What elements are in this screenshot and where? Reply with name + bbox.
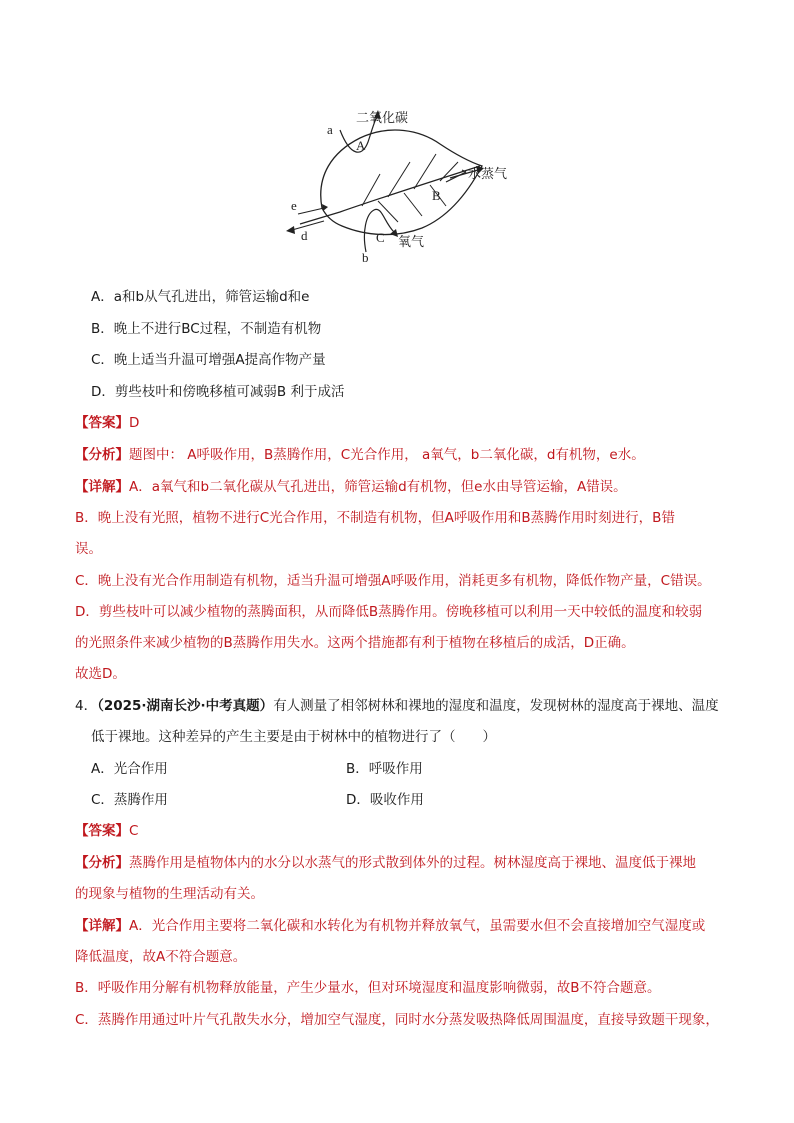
answer-tag: 【答案】 xyxy=(75,823,129,839)
label-b: b xyxy=(362,250,369,265)
leaf-diagram xyxy=(270,96,530,266)
q3-detail-line: 的光照条件来减少植物的B蒸腾作用失水。这两个措施都有利于植物在移植后的成活，D正确。 xyxy=(75,635,635,651)
q3-detail-line: B．晚上没有光照，植物不进行C光合作用，不制造有机物，但A呼吸作用和B蒸腾作用时刻进行，B错 xyxy=(75,510,675,526)
leaf-midrib xyxy=(300,166,480,224)
arrowhead-d xyxy=(286,226,295,234)
analysis-text: 蒸腾作用是植物体内的水分以水蒸气的形式散到体外的过程。树林湿度高于裸地、温度低于裸地 xyxy=(129,855,696,871)
q3-option-b: B．晚上不进行BC过程，不制造有机物 xyxy=(91,321,322,337)
detail-tag: 【详解】 xyxy=(75,479,129,495)
q4-stem-text: 有人测量了相邻树林和裸地的湿度和温度，发现树林的湿度高于裸地、温度 xyxy=(273,698,719,714)
q4-detail-line: C．蒸腾作用通过叶片气孔散失水分，增加空气湿度，同时水分蒸发吸热降低周围温度，直接导致题干现象， xyxy=(75,1012,719,1028)
q4-analysis xyxy=(75,854,696,872)
arrow-d-line xyxy=(292,221,324,230)
q3-analysis xyxy=(75,446,645,464)
label-C: C xyxy=(376,230,385,245)
analysis-text: 题图中： A呼吸作用，B蒸腾作用，C光合作用， a氧气，b二氧化碳，d有机物，e水。 xyxy=(129,447,645,463)
leaf-vein xyxy=(440,162,458,181)
q3-answer xyxy=(75,414,139,432)
q4-analysis-line2: 的现象与植物的生理活动有关。 xyxy=(75,886,264,902)
detail-text: A．a氧气和b二氧化碳从气孔进出，筛管运输d有机物，但e水由导管运输，A错误。 xyxy=(129,479,627,495)
answer-tag: 【答案】 xyxy=(75,415,129,431)
q4-answer xyxy=(75,822,138,840)
arrow-e-line xyxy=(298,208,324,214)
arrowhead-e xyxy=(322,204,328,211)
label-e: e xyxy=(291,198,297,213)
answer-value: C xyxy=(129,823,139,839)
detail-text: A．光合作用主要将二氧化碳和水转化为有机物并释放氧气，虽需要水但不会直接增加空气湿度或 xyxy=(129,918,706,934)
q3-option-a: A．a和b从气孔进出，筛管运输d和e xyxy=(91,289,310,305)
q4-stem xyxy=(75,697,719,715)
label-oxygen: 氧气 xyxy=(398,235,425,250)
label-A: A xyxy=(356,138,366,153)
q3-detail-line: D．剪些枝叶可以减少植物的蒸腾面积，从而降低B蒸腾作用。傍晚移植可以利用一天中较低的温度和较弱 xyxy=(75,604,703,620)
leaf-outline xyxy=(321,130,482,235)
q3-detail-line: 误。 xyxy=(75,541,102,557)
label-a: a xyxy=(327,122,333,137)
q4-option-a: A．光合作用 xyxy=(91,761,168,777)
label-d: d xyxy=(301,228,308,243)
answer-value: D xyxy=(129,415,140,431)
q4-detail-line: 降低温度，故A不符合题意。 xyxy=(75,949,247,965)
q3-option-c: C．晚上适当升温可增强A提高作物产量 xyxy=(91,352,326,368)
analysis-tag: 【分析】 xyxy=(75,447,129,463)
arrowhead-oxygen xyxy=(390,229,398,237)
q3-option-d: D．剪些枝叶和傍晚移植可减弱B 利于成活 xyxy=(91,384,345,400)
q4-stem-line2: 低于裸地。这种差异的产生主要是由于树林中的植物进行了（ ） xyxy=(91,729,496,745)
q3-detail-line: C．晚上没有光合作用制造有机物，适当升温可增强A呼吸作用，消耗更多有机物，降低作物产量，C错误。 xyxy=(75,573,711,589)
q3-detail-line xyxy=(75,478,627,496)
label-water-vapor: 水蒸气 xyxy=(468,167,508,182)
q4-detail-line xyxy=(75,917,705,935)
q4-number: 4． xyxy=(75,698,98,714)
leaf-vein xyxy=(404,193,422,216)
leaf-diagram-svg xyxy=(270,96,530,266)
detail-tag: 【详解】 xyxy=(75,918,129,934)
label-B: B xyxy=(432,188,441,203)
q4-option-d: D．吸收作用 xyxy=(346,792,424,808)
q4-source: （2025·湖南长沙·中考真题） xyxy=(97,698,274,714)
label-co2: 二氧化碳 xyxy=(356,111,409,126)
q4-detail-line: B．呼吸作用分解有机物释放能量，产生少量水，但对环境湿度和温度影响微弱，故B不符合题意。 xyxy=(75,980,661,996)
q4-option-c: C．蒸腾作用 xyxy=(91,792,168,808)
q4-option-b: B．呼吸作用 xyxy=(346,761,423,777)
analysis-tag: 【分析】 xyxy=(75,855,129,871)
q3-detail-line: 故选D。 xyxy=(75,666,126,682)
